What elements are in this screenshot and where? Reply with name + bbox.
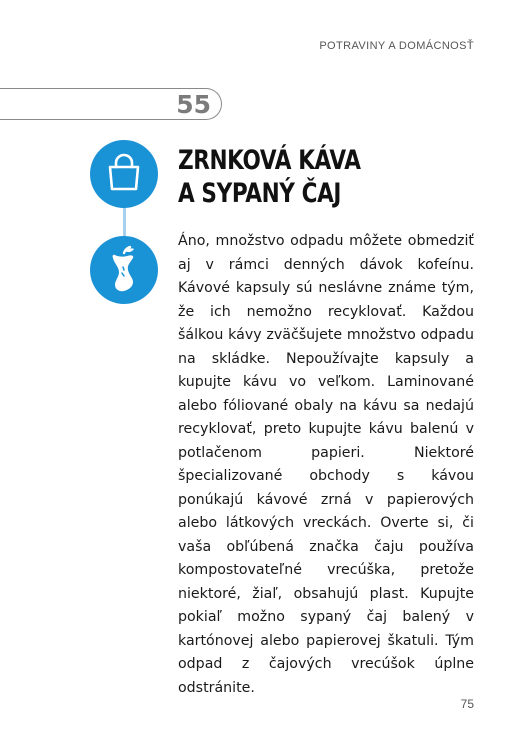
apple-core-icon — [90, 236, 158, 304]
shopping-bag-icon — [90, 140, 158, 208]
page-number: 75 — [460, 697, 474, 711]
tip-number: 55 — [176, 90, 211, 119]
tip-body-text: Áno, množstvo odpadu môžete obmedziť aj v rámci denných dávok kofeínu. Kávové kapsuly sú neslávne známe tým, že ich nemožno recyklovať. Každou šálkou kávy zväčšujete množstvo odpadu na skládke. Nepoužívajte kapsuly a kupujte kávu vo veľkom. Laminované alebo fóliované obaly na kávu sa nedajú recyklovať, preto kupujte kávu balenú v potlačenom papieri. Niektoré špecializované obchody s kávou ponúkajú kávové zrná v papierových alebo látkových vreckách. Overte si, či vaša obľúbená značka čaju používa kompostovateľné vrecúška, pretože niektoré, žiaľ, obsahujú plast. Kupujte pokiaľ možno sypaný čaj balený v kartónovej alebo papierovej škatuli. Tým odpad z čajových vrecúšok úplne odstránite. — [178, 233, 474, 696]
tip-number-tab — [0, 88, 222, 120]
tip-title-line2: A SYPANÝ ČAJ — [178, 178, 342, 209]
tip-title — [178, 144, 361, 210]
section-header: POTRAVINY A DOMÁCNOSŤ — [319, 40, 474, 52]
tip-title-line1: ZRNKOVÁ KÁVA — [178, 145, 361, 176]
